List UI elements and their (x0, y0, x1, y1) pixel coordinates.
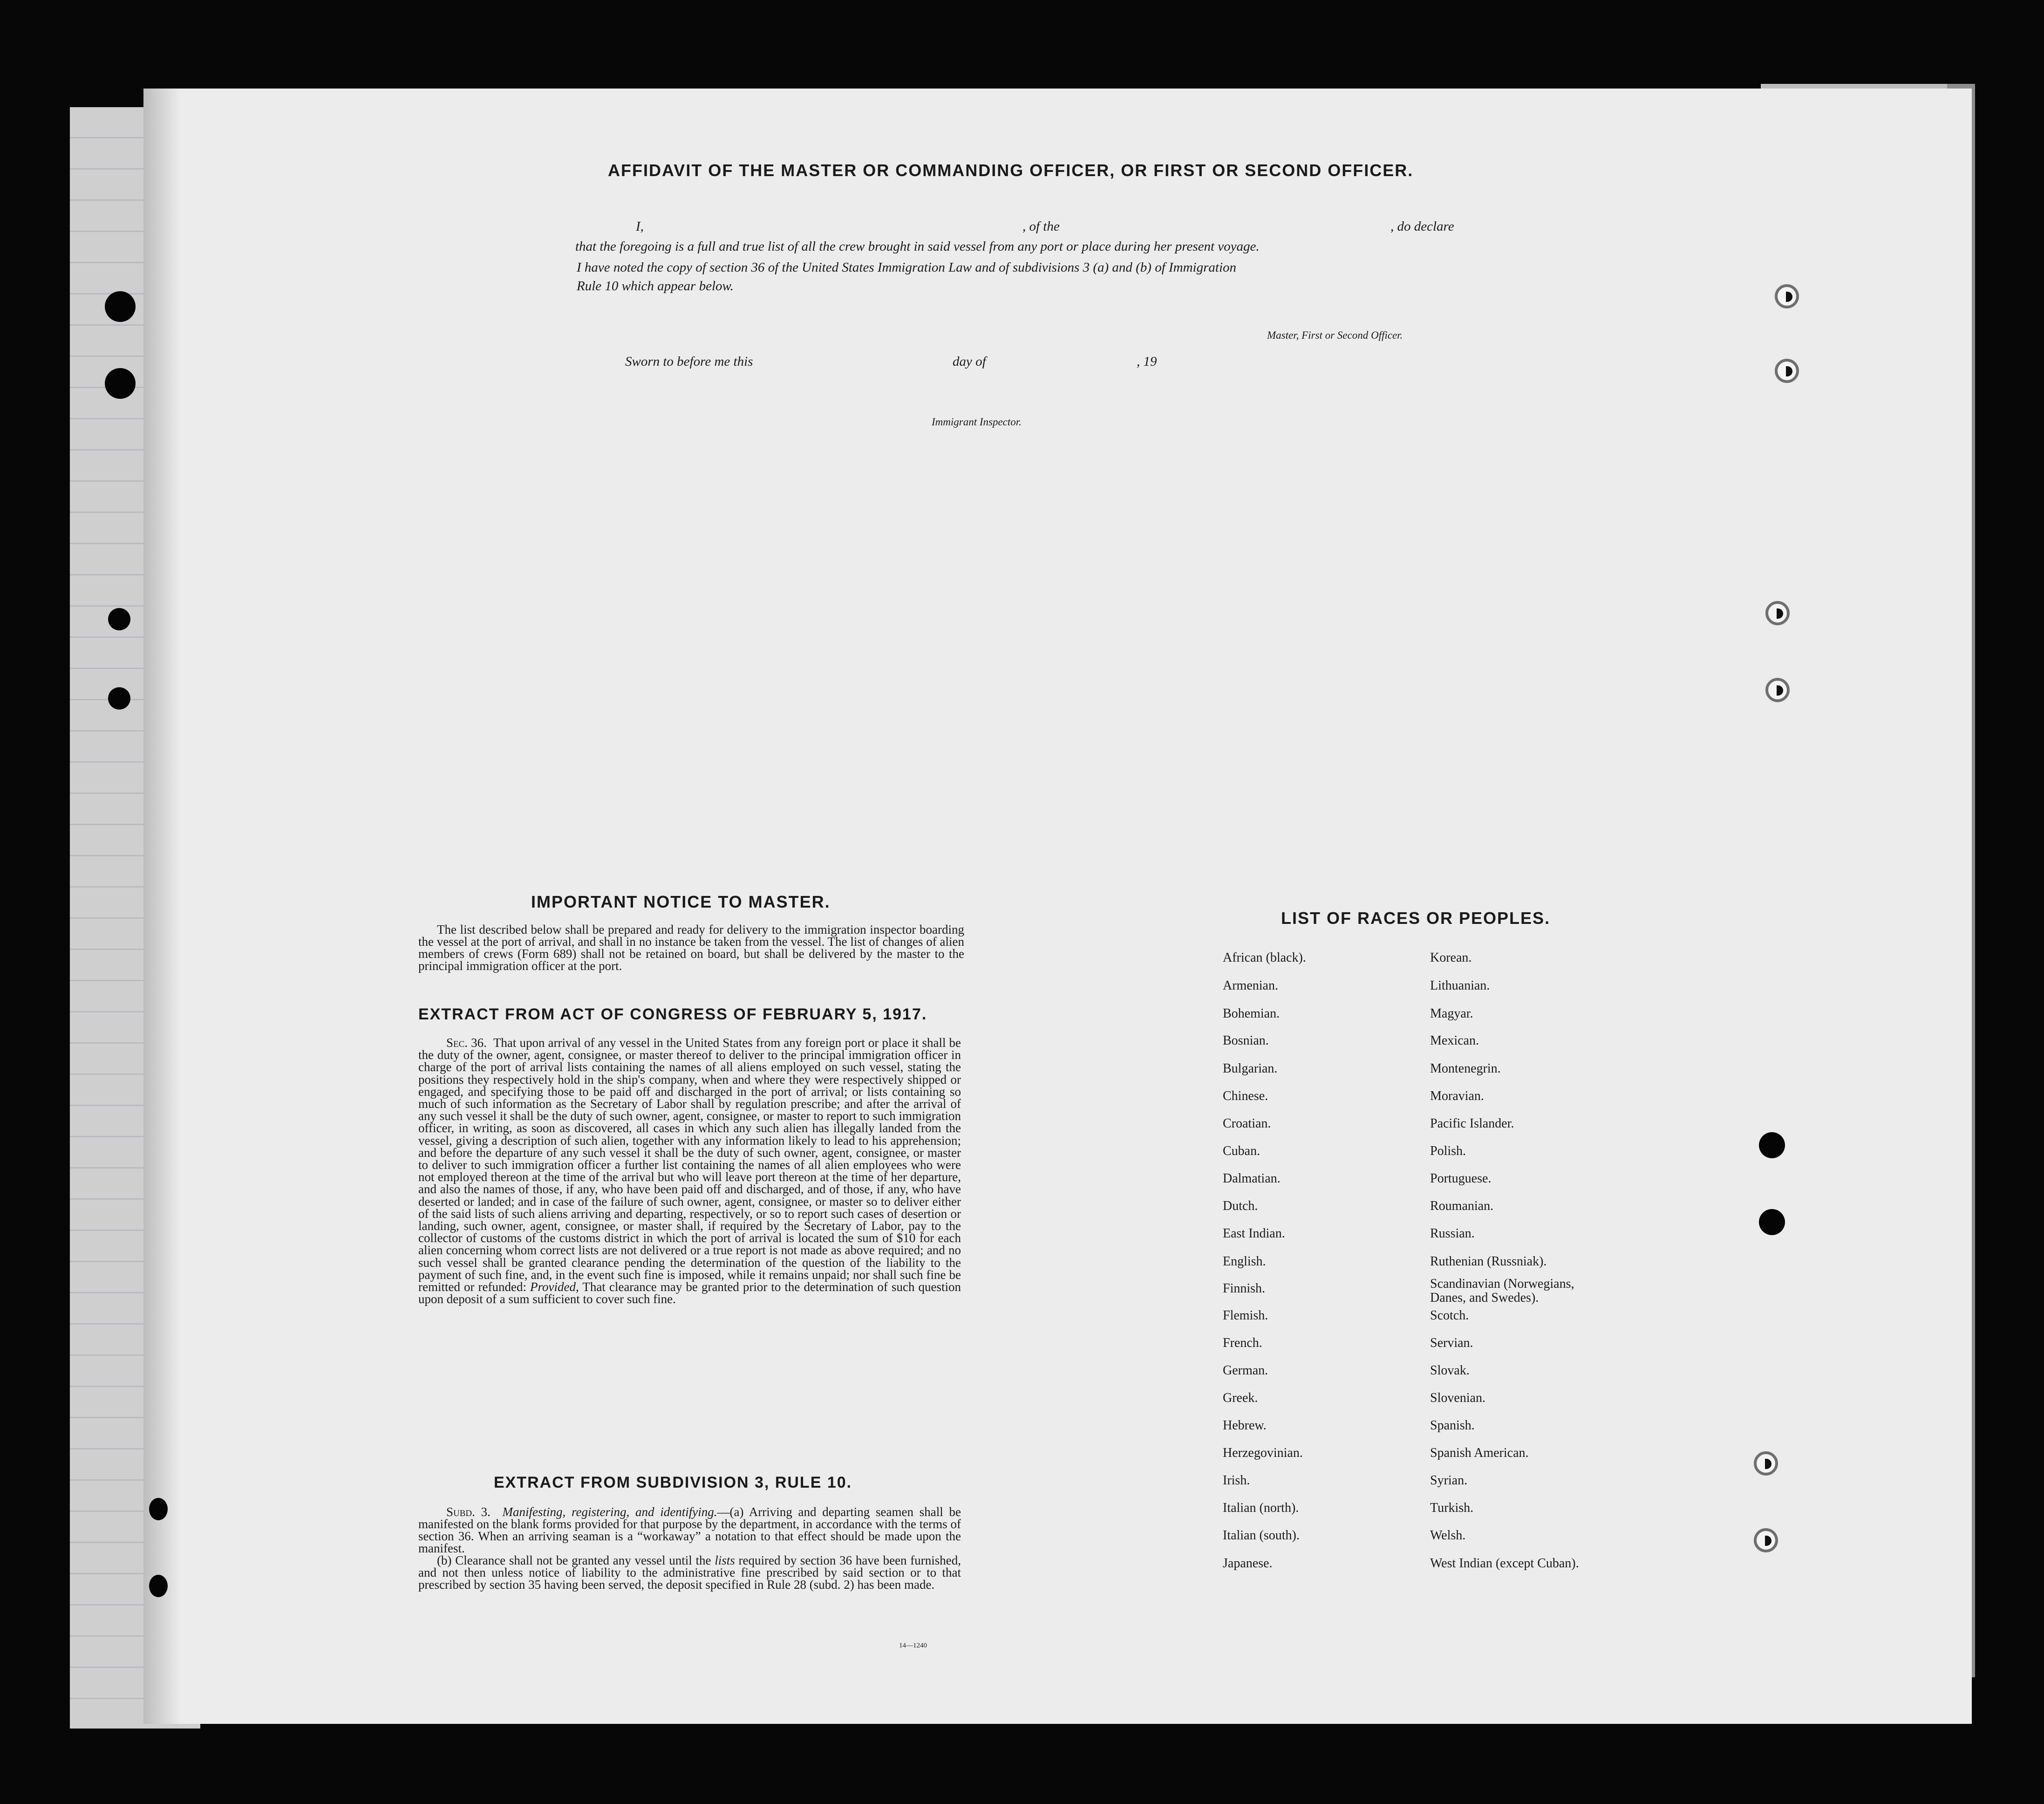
punch-hole (1759, 1132, 1785, 1158)
race-item: Italian (south). (1223, 1528, 1300, 1543)
punch-hole (105, 368, 136, 399)
year-field: , 19 (1137, 354, 1157, 369)
day-of: day of (953, 354, 986, 369)
inspector-label: Immigrant Inspector. (932, 416, 1022, 428)
race-item: Japanese. (1223, 1556, 1273, 1571)
race-item: Welsh. (1430, 1528, 1466, 1543)
affidavit-declare: , do declare (1390, 219, 1454, 234)
affidavit-of-the: , of the (1022, 219, 1060, 234)
act-extract-title: EXTRACT FROM ACT OF CONGRESS OF FEBRUARY 5, 1917. (418, 1005, 927, 1023)
binding-hole (1775, 284, 1799, 308)
race-item: Flemish. (1223, 1308, 1268, 1323)
race-item-continuation: Danes, and Swedes). (1430, 1291, 1539, 1305)
race-item: Scandinavian (Norwegians, (1430, 1277, 1574, 1291)
race-item: Portuguese. (1430, 1171, 1492, 1186)
race-item: Bohemian. (1223, 1006, 1280, 1021)
binding-hole (1754, 1451, 1778, 1476)
race-item: English. (1223, 1254, 1266, 1269)
para-b-label: (b) (437, 1553, 452, 1567)
race-item: Hebrew. (1223, 1418, 1267, 1433)
race-item: Cuban. (1223, 1144, 1260, 1158)
race-item: Moravian. (1430, 1089, 1484, 1103)
race-item: Bosnian. (1223, 1033, 1269, 1048)
race-item: Mexican. (1430, 1033, 1479, 1048)
binding-hole (1765, 678, 1790, 702)
race-item: Croatian. (1223, 1116, 1271, 1131)
race-item: Bulgarian. (1223, 1061, 1278, 1076)
affidavit-i: I, (636, 219, 644, 234)
form-sheet (143, 89, 1972, 1724)
punch-hole (149, 1498, 168, 1520)
race-item: East Indian. (1223, 1226, 1285, 1241)
punch-hole (105, 291, 136, 322)
race-item: Spanish. (1430, 1418, 1475, 1433)
affidavit-line-3: I have noted the copy of section 36 of the United States Immigration Law and of subdivisions 3 (a) and (b) of Immigration (577, 260, 1237, 275)
race-item: Montenegrin. (1430, 1061, 1501, 1076)
race-item: Polish. (1430, 1144, 1466, 1158)
race-item: African (black). (1223, 950, 1306, 965)
race-item: Scotch. (1430, 1308, 1469, 1323)
section-label: Sec. 36. (446, 1036, 487, 1050)
affidavit-line-4: Rule 10 which appear below. (577, 279, 734, 294)
punch-hole (108, 608, 130, 630)
punch-hole (108, 687, 130, 710)
race-item: Greek. (1223, 1391, 1258, 1405)
race-item: Finnish. (1223, 1281, 1266, 1296)
provided-text: That clearance may be granted prior to the determination of such question upon deposit of a sum sufficient to cover such fine. (418, 1280, 961, 1306)
race-item: Magyar. (1430, 1006, 1473, 1021)
race-item: Armenian. (1223, 978, 1278, 993)
race-item: Lithuanian. (1430, 978, 1490, 993)
race-item: German. (1223, 1363, 1268, 1378)
form-number: 14—1240 (899, 1642, 927, 1649)
affidavit-line-2: that the foregoing is a full and true list of all the crew brought in said vessel from any port or place during her present voyage. (575, 239, 1260, 254)
race-item: Korean. (1430, 950, 1472, 965)
section-body: That upon arrival of any vessel in the United States from any foreign port or place it shall be the duty of the owner, agent, consignee, or master thereof to deliver to the principal immigration officer in charge of the port of arrival lists containing the names of all aliens employed on such vessel, stating the positions they respectively hold in the ship's company, when and where they were respectively shipped or engaged, and specifying those to be paid off and discharged in the port of arrival; or lists containing so much of such information as the Secretary of Labor shall by regulation prescribe; and after the arrival of any such vessel it shall be the duty of such owner, agent, consignee, or master to report to such immigration officer, in writing, as soon as discovered, all cases in which any such alien has illegally landed from the vessel, giving a description of such alien, together with any information likely to lead to his apprehension; and before the departure of any such vessel it shall be the duty of such owner, agent, consignee, or master to deliver to such immigration officer a further list containing the names of all alien employees who were not employed thereon at the time of the arrival but who will leave port thereon at the time of her departure, and also the names of those, if any, who have been paid off and discharged, and of those, if any, who have deserted or landed; and in case of the failure of such owner, agent, consignee, or master so to deliver either of the said lists of such aliens arriving and departing, respectively, or so to report such cases of desertion or landing, such owner, agent, consignee, or master shall, if required by the Secretary of Labor, pay to the collector of customs of the customs district in which the port of arrival is located the sum of $10 for each alien concerning whom correct lists are not delivered or a true report is not made as above required; and no such vessel shall be granted clearance pending the determination of the question of the liability to the payment of such fine, and, in the event such fine is imposed, while it remains unpaid; nor shall such fine be remitted or refunded: (418, 1036, 961, 1294)
race-item: West Indian (except Cuban). (1430, 1556, 1579, 1571)
race-item: Chinese. (1223, 1089, 1268, 1103)
races-title: LIST OF RACES OR PEOPLES. (1281, 909, 1551, 928)
punch-hole (149, 1575, 168, 1597)
race-item: Spanish American. (1430, 1446, 1529, 1460)
race-item: Russian. (1430, 1226, 1475, 1241)
race-item: Turkish. (1430, 1501, 1474, 1515)
subdivision-text (418, 1506, 961, 1591)
race-item: Roumanian. (1430, 1199, 1494, 1213)
rule-extract-title: EXTRACT FROM SUBDIVISION 3, RULE 10. (494, 1474, 852, 1491)
sworn-before: Sworn to before me this (625, 354, 753, 369)
sheet-shadow (143, 89, 181, 1724)
para-a: —(a) Arriving and departing seamen shall be manifested on the blank forms provided for that purpose by the department, in accordance with the terms of section 36. When an arriving seaman is a “workaway” a notation to that effect should be made upon the manifest. (418, 1505, 961, 1555)
para-b-rest: required by section 36 have been furnished, and not then unless notice of liability to the administrative fine prescribed by said section or to that prescribed by section 35 having been served, the deposit specified in Rule 28 (subd. 2) has been made. (418, 1553, 961, 1592)
race-item: Dalmatian. (1223, 1171, 1281, 1186)
subd-heading: Manifesting, registering, and identifying. (502, 1505, 717, 1519)
subd-label: Subd. 3. (446, 1505, 491, 1519)
race-item: Ruthenian (Russniak). (1430, 1254, 1547, 1269)
master-signature-label: Master, First or Second Officer. (1267, 329, 1403, 341)
punch-hole (1759, 1209, 1785, 1235)
race-item: Slovak. (1430, 1363, 1470, 1378)
binding-hole (1775, 359, 1799, 383)
race-item: French. (1223, 1336, 1262, 1350)
para-b-start: Clearance shall not be granted any vessel until the (455, 1553, 711, 1567)
race-item: Irish. (1223, 1473, 1250, 1488)
race-item: Dutch. (1223, 1199, 1258, 1213)
section-36-text (418, 1037, 961, 1305)
notice-title: IMPORTANT NOTICE TO MASTER. (531, 892, 831, 911)
race-item: Pacific Islander. (1430, 1116, 1514, 1131)
race-item: Servian. (1430, 1336, 1473, 1350)
race-item: Slovenian. (1430, 1391, 1485, 1405)
para-b-lists: lists (715, 1553, 735, 1567)
race-item: Italian (north). (1223, 1501, 1299, 1515)
notice-text: The list described below shall be prepared and ready for delivery to the immigration inspector boarding the vessel at the port of arrival, and shall in no instance be taken from the vessel. The list of changes of alien members of crews (Form 689) shall not be retained on board, but shall be delivered by the master to the principal immigration officer at the port. (418, 922, 964, 973)
race-item: Herzegovinian. (1223, 1446, 1303, 1460)
affidavit-title: AFFIDAVIT OF THE MASTER OR COMMANDING OFFICER, OR FIRST OR SECOND OFFICER. (608, 161, 1414, 180)
binding-hole (1754, 1528, 1778, 1552)
provided-word: Provided, (530, 1280, 579, 1294)
race-item: Syrian. (1430, 1473, 1468, 1488)
binding-hole (1765, 601, 1790, 625)
